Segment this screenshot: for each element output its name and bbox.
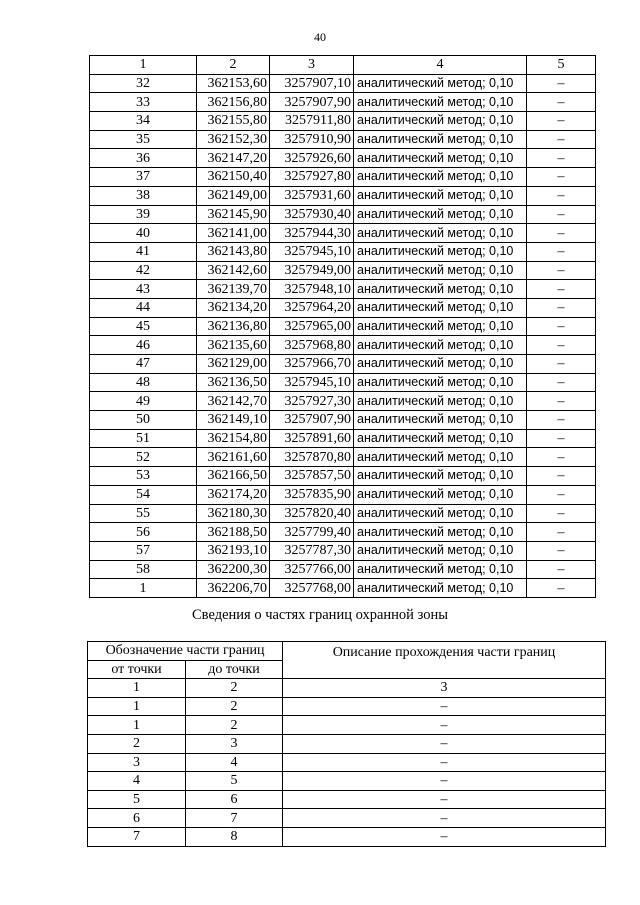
mark: – (527, 261, 596, 280)
description: – (283, 734, 606, 753)
method-accuracy: аналитический метод; 0,10 (354, 112, 527, 131)
mark: – (527, 411, 596, 430)
x-coordinate: 362147,20 (197, 149, 270, 168)
y-coordinate: 3257926,60 (270, 149, 354, 168)
description: – (283, 772, 606, 791)
mark: – (527, 149, 596, 168)
y-coordinate: 3257820,40 (270, 504, 354, 523)
mark: – (527, 560, 596, 579)
method-accuracy: аналитический метод; 0,10 (354, 149, 527, 168)
table-row (88, 772, 606, 791)
x-coordinate: 362142,70 (197, 392, 270, 411)
method-accuracy: аналитический метод; 0,10 (354, 93, 527, 112)
table-row (88, 716, 606, 735)
method-accuracy: аналитический метод; 0,10 (354, 205, 527, 224)
method-accuracy: аналитический метод; 0,10 (354, 336, 527, 355)
table-row (90, 242, 596, 261)
point-number: 32 (90, 74, 197, 93)
method-accuracy: аналитический метод; 0,10 (354, 411, 527, 430)
y-coordinate: 3257907,90 (270, 411, 354, 430)
table-row (90, 149, 596, 168)
mark: – (527, 373, 596, 392)
point-number: 46 (90, 336, 197, 355)
to-point: 2 (186, 697, 283, 716)
method-accuracy: аналитический метод; 0,10 (354, 504, 527, 523)
from-point: 7 (88, 827, 186, 846)
x-coordinate: 362149,10 (197, 411, 270, 430)
y-coordinate: 3257787,30 (270, 541, 354, 560)
table-row (90, 336, 596, 355)
table-row (88, 790, 606, 809)
header-cell: 3 (270, 56, 354, 75)
point-number: 44 (90, 298, 197, 317)
y-coordinate: 3257968,80 (270, 336, 354, 355)
mark: – (527, 112, 596, 131)
table-row (90, 355, 596, 374)
table-row (90, 261, 596, 280)
method-accuracy: аналитический метод; 0,10 (354, 317, 527, 336)
x-coordinate: 362174,20 (197, 485, 270, 504)
point-number: 45 (90, 317, 197, 336)
mark: – (527, 93, 596, 112)
y-coordinate: 3257965,00 (270, 317, 354, 336)
mark: – (527, 130, 596, 149)
mark: – (527, 224, 596, 243)
header-description: Описание прохождения части границ (283, 642, 606, 679)
x-coordinate: 362206,70 (197, 579, 270, 598)
table-row (90, 579, 596, 598)
method-accuracy: аналитический метод; 0,10 (354, 224, 527, 243)
description: – (283, 716, 606, 735)
header-boundary-designation: Обозначение части границ (88, 642, 283, 661)
point-number: 36 (90, 149, 197, 168)
x-coordinate: 362135,60 (197, 336, 270, 355)
y-coordinate: 3257911,80 (270, 112, 354, 131)
y-coordinate: 3257930,40 (270, 205, 354, 224)
x-coordinate: 362150,40 (197, 168, 270, 187)
table-row (90, 280, 596, 299)
mark: – (527, 280, 596, 299)
description: – (283, 790, 606, 809)
x-coordinate: 362149,00 (197, 186, 270, 205)
method-accuracy: аналитический метод; 0,10 (354, 467, 527, 486)
page-number: 40 (314, 30, 326, 44)
table-row (88, 827, 606, 846)
x-coordinate: 362152,30 (197, 130, 270, 149)
method-accuracy: аналитический метод; 0,10 (354, 579, 527, 598)
table-row (90, 523, 596, 542)
table-row (90, 224, 596, 243)
point-number: 42 (90, 261, 197, 280)
method-accuracy: аналитический метод; 0,10 (354, 355, 527, 374)
x-coordinate: 362129,00 (197, 355, 270, 374)
method-accuracy: аналитический метод; 0,10 (354, 298, 527, 317)
table-row (90, 168, 596, 187)
point-number: 47 (90, 355, 197, 374)
from-point: 1 (88, 697, 186, 716)
y-coordinate: 3257949,00 (270, 261, 354, 280)
table-row (90, 186, 596, 205)
point-number: 51 (90, 429, 197, 448)
mark: – (527, 504, 596, 523)
point-number: 35 (90, 130, 197, 149)
method-accuracy: аналитический метод; 0,10 (354, 560, 527, 579)
x-coordinate: 362200,30 (197, 560, 270, 579)
mark: – (527, 317, 596, 336)
y-coordinate: 3257927,30 (270, 392, 354, 411)
to-point: 7 (186, 809, 283, 828)
from-point: 5 (88, 790, 186, 809)
mark: – (527, 579, 596, 598)
point-number: 52 (90, 448, 197, 467)
x-coordinate: 362136,50 (197, 373, 270, 392)
parts-body (88, 679, 606, 846)
x-coordinate: 362188,50 (197, 523, 270, 542)
point-number: 50 (90, 411, 197, 430)
x-coordinate: 362180,30 (197, 504, 270, 523)
table-row (90, 93, 596, 112)
mark: – (527, 355, 596, 374)
section-title: Сведения о частях границ охранной зоны (192, 607, 448, 623)
description: 3 (283, 679, 606, 698)
description: – (283, 753, 606, 772)
point-number: 33 (90, 93, 197, 112)
to-point: 4 (186, 753, 283, 772)
to-point: 2 (186, 679, 283, 698)
to-point: 3 (186, 734, 283, 753)
method-accuracy: аналитический метод; 0,10 (354, 373, 527, 392)
point-number: 43 (90, 280, 197, 299)
x-coordinate: 362136,80 (197, 317, 270, 336)
table-row (90, 448, 596, 467)
mark: – (527, 392, 596, 411)
from-point: 4 (88, 772, 186, 791)
method-accuracy: аналитический метод; 0,10 (354, 523, 527, 542)
table-row (90, 74, 596, 93)
table-row (90, 429, 596, 448)
method-accuracy: аналитический метод; 0,10 (354, 186, 527, 205)
x-coordinate: 362143,80 (197, 242, 270, 261)
coordinates-body (90, 74, 596, 597)
point-number: 38 (90, 186, 197, 205)
header-cell: 4 (354, 56, 527, 75)
mark: – (527, 541, 596, 560)
table-row (90, 504, 596, 523)
header-from-point: от точки (88, 660, 186, 679)
description: – (283, 827, 606, 846)
point-number: 56 (90, 523, 197, 542)
table-row (90, 205, 596, 224)
table-row (88, 734, 606, 753)
method-accuracy: аналитический метод; 0,10 (354, 541, 527, 560)
mark: – (527, 242, 596, 261)
method-accuracy: аналитический метод; 0,10 (354, 168, 527, 187)
mark: – (527, 74, 596, 93)
header-cell: 2 (197, 56, 270, 75)
mark: – (527, 205, 596, 224)
method-accuracy: аналитический метод; 0,10 (354, 448, 527, 467)
table-row (90, 541, 596, 560)
to-point: 6 (186, 790, 283, 809)
method-accuracy: аналитический метод; 0,10 (354, 392, 527, 411)
point-number: 37 (90, 168, 197, 187)
x-coordinate: 362145,90 (197, 205, 270, 224)
method-accuracy: аналитический метод; 0,10 (354, 242, 527, 261)
method-accuracy: аналитический метод; 0,10 (354, 485, 527, 504)
x-coordinate: 362193,10 (197, 541, 270, 560)
point-number: 55 (90, 504, 197, 523)
table-row (90, 411, 596, 430)
y-coordinate: 3257945,10 (270, 242, 354, 261)
x-coordinate: 362154,80 (197, 429, 270, 448)
description: – (283, 809, 606, 828)
table-row (90, 485, 596, 504)
description: – (283, 697, 606, 716)
table-row (88, 809, 606, 828)
x-coordinate: 362156,80 (197, 93, 270, 112)
point-number: 54 (90, 485, 197, 504)
y-coordinate: 3257927,80 (270, 168, 354, 187)
table-row (90, 130, 596, 149)
method-accuracy: аналитический метод; 0,10 (354, 261, 527, 280)
method-accuracy: аналитический метод; 0,10 (354, 130, 527, 149)
header-cell: 1 (90, 56, 197, 75)
y-coordinate: 3257835,90 (270, 485, 354, 504)
point-number: 53 (90, 467, 197, 486)
table-row (90, 317, 596, 336)
table-row (90, 392, 596, 411)
point-number: 40 (90, 224, 197, 243)
y-coordinate: 3257907,10 (270, 74, 354, 93)
from-point: 6 (88, 809, 186, 828)
point-number: 34 (90, 112, 197, 131)
x-coordinate: 362141,00 (197, 224, 270, 243)
boundary-parts-table (87, 641, 606, 847)
header-to-point: до точки (186, 660, 283, 679)
y-coordinate: 3257945,10 (270, 373, 354, 392)
to-point: 5 (186, 772, 283, 791)
y-coordinate: 3257857,50 (270, 467, 354, 486)
y-coordinate: 3257768,00 (270, 579, 354, 598)
y-coordinate: 3257948,10 (270, 280, 354, 299)
x-coordinate: 362153,60 (197, 74, 270, 93)
y-coordinate: 3257944,30 (270, 224, 354, 243)
y-coordinate: 3257964,20 (270, 298, 354, 317)
point-number: 41 (90, 242, 197, 261)
table-row (88, 697, 606, 716)
method-accuracy: аналитический метод; 0,10 (354, 280, 527, 299)
y-coordinate: 3257870,80 (270, 448, 354, 467)
mark: – (527, 467, 596, 486)
y-coordinate: 3257910,90 (270, 130, 354, 149)
mark: – (527, 336, 596, 355)
header-cell: 5 (527, 56, 596, 75)
mark: – (527, 485, 596, 504)
x-coordinate: 362139,70 (197, 280, 270, 299)
table-row (90, 298, 596, 317)
method-accuracy: аналитический метод; 0,10 (354, 429, 527, 448)
from-point: 1 (88, 679, 186, 698)
y-coordinate: 3257799,40 (270, 523, 354, 542)
y-coordinate: 3257907,90 (270, 93, 354, 112)
table-row (90, 373, 596, 392)
y-coordinate: 3257891,60 (270, 429, 354, 448)
x-coordinate: 362142,60 (197, 261, 270, 280)
x-coordinate: 362166,50 (197, 467, 270, 486)
point-number: 57 (90, 541, 197, 560)
mark: – (527, 298, 596, 317)
mark: – (527, 186, 596, 205)
coordinates-header-row (90, 56, 596, 75)
mark: – (527, 448, 596, 467)
x-coordinate: 362134,20 (197, 298, 270, 317)
mark: – (527, 523, 596, 542)
table-row (88, 679, 606, 698)
from-point: 2 (88, 734, 186, 753)
from-point: 1 (88, 716, 186, 735)
table-row (90, 112, 596, 131)
mark: – (527, 168, 596, 187)
y-coordinate: 3257966,70 (270, 355, 354, 374)
point-number: 1 (90, 579, 197, 598)
mark: – (527, 429, 596, 448)
from-point: 3 (88, 753, 186, 772)
y-coordinate: 3257766,00 (270, 560, 354, 579)
parts-header-row (88, 642, 606, 661)
point-number: 58 (90, 560, 197, 579)
to-point: 8 (186, 827, 283, 846)
point-number: 48 (90, 373, 197, 392)
table-row (90, 467, 596, 486)
method-accuracy: аналитический метод; 0,10 (354, 74, 527, 93)
point-number: 49 (90, 392, 197, 411)
point-number: 39 (90, 205, 197, 224)
to-point: 2 (186, 716, 283, 735)
coordinates-table (89, 55, 596, 598)
table-row (90, 560, 596, 579)
x-coordinate: 362161,60 (197, 448, 270, 467)
table-row (88, 753, 606, 772)
x-coordinate: 362155,80 (197, 112, 270, 131)
y-coordinate: 3257931,60 (270, 186, 354, 205)
